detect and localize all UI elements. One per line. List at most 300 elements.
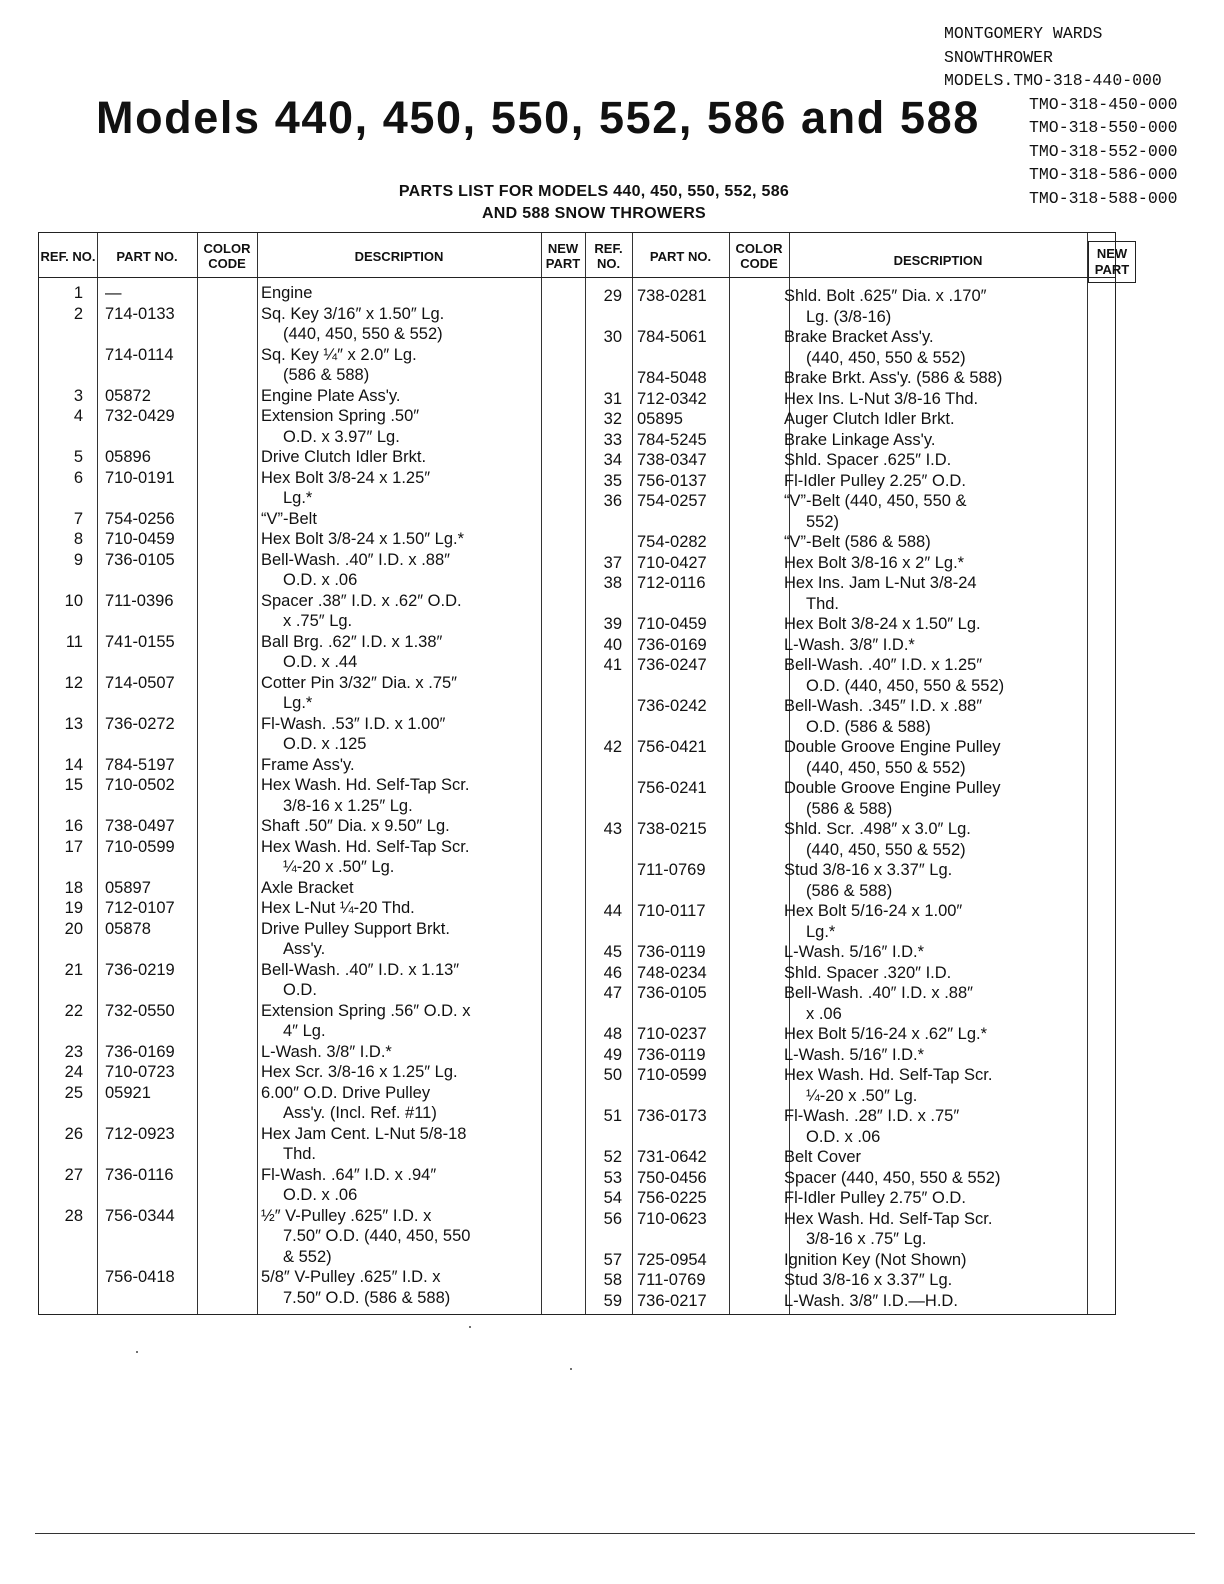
part-description bbox=[261, 447, 426, 468]
column-divider bbox=[97, 233, 98, 1314]
part-number: 725-0954 bbox=[637, 1250, 707, 1269]
description-line: Lg.* bbox=[806, 922, 836, 941]
description-line: 7.50″ O.D. (586 & 588) bbox=[283, 1288, 451, 1307]
part-description bbox=[784, 655, 1004, 696]
description-line: (440, 450, 550 & 552) bbox=[806, 758, 966, 777]
column-header-ref: REF. NO. bbox=[594, 241, 623, 271]
ref-number: 54 bbox=[603, 1189, 622, 1207]
part-description bbox=[784, 327, 966, 368]
description-line: Bell-Wash. .40″ I.D. x .88″ bbox=[261, 550, 450, 569]
part-description bbox=[261, 898, 415, 919]
part-description bbox=[784, 614, 981, 635]
part-number: 756-0241 bbox=[637, 779, 707, 797]
ref-number: 15 bbox=[64, 776, 83, 794]
description-line: O.D. x .06 bbox=[806, 1127, 881, 1146]
ref-number: 43 bbox=[603, 820, 622, 838]
scan-speck bbox=[469, 1326, 471, 1328]
ref-number: 51 bbox=[603, 1107, 622, 1125]
description-line: O.D. (440, 450, 550 & 552) bbox=[806, 676, 1005, 695]
part-number: 754-0257 bbox=[637, 492, 707, 510]
part-description bbox=[261, 673, 457, 714]
ref-number: 34 bbox=[603, 451, 622, 469]
part-number: 741-0155 bbox=[105, 632, 175, 651]
part-description bbox=[784, 1045, 924, 1066]
ref-number: 6 bbox=[73, 468, 83, 487]
part-description bbox=[784, 553, 964, 574]
description-line: ¼-20 x .50″ Lg. bbox=[806, 1086, 918, 1105]
description-line: Brake Linkage Ass'y. bbox=[784, 430, 936, 449]
description-line: Stud 3/8-16 x 3.37″ Lg. bbox=[784, 1271, 953, 1289]
part-number: 710-0191 bbox=[105, 468, 175, 487]
description-line: Ass'y. bbox=[283, 940, 326, 958]
ref-number: 16 bbox=[64, 817, 83, 835]
part-description bbox=[784, 737, 1000, 778]
part-description bbox=[261, 775, 469, 816]
description-line: ¼-20 x .50″ Lg. bbox=[283, 858, 395, 876]
description-line: 3/8-16 x .75″ Lg. bbox=[806, 1230, 927, 1248]
description-line: Hex Jam Cent. L-Nut 5/8-18 bbox=[261, 1124, 467, 1143]
part-number: 710-0117 bbox=[637, 902, 706, 920]
part-description bbox=[261, 509, 317, 530]
ref-number: 48 bbox=[603, 1025, 622, 1043]
models-label: MODELS. bbox=[944, 71, 1014, 90]
description-line: 6.00″ O.D. Drive Pulley bbox=[261, 1083, 431, 1102]
column-divider bbox=[1087, 233, 1088, 1314]
description-line: (586 & 588) bbox=[806, 881, 893, 900]
description-line: Hex Scr. 3/8-16 x 1.25″ Lg. bbox=[261, 1063, 458, 1081]
ref-number: 1 bbox=[73, 284, 83, 302]
ref-number: 5 bbox=[73, 448, 83, 466]
ref-number: 41 bbox=[603, 656, 622, 674]
part-number: 710-0459 bbox=[637, 615, 707, 633]
part-description bbox=[784, 409, 955, 430]
part-description bbox=[784, 1270, 952, 1291]
part-description bbox=[784, 983, 973, 1024]
ref-number: 11 bbox=[65, 632, 83, 651]
part-description bbox=[784, 963, 951, 984]
description-line: O.D. x .06 bbox=[283, 571, 358, 589]
ref-number: 47 bbox=[603, 984, 622, 1002]
column-header-description: DESCRIPTION bbox=[354, 248, 444, 264]
part-number: 756-0225 bbox=[637, 1189, 707, 1207]
part-description bbox=[784, 491, 967, 532]
part-number: 710-0427 bbox=[637, 553, 707, 572]
part-description bbox=[261, 960, 459, 1001]
description-line: Hex Wash. Hd. Self-Tap Scr. bbox=[261, 776, 470, 794]
part-description bbox=[261, 304, 444, 345]
part-description bbox=[261, 550, 450, 591]
description-line: x .06 bbox=[806, 1004, 842, 1023]
part-description bbox=[261, 1267, 450, 1308]
part-description bbox=[261, 1124, 466, 1165]
column-header-color: COLOR CODE bbox=[735, 241, 783, 271]
description-line: Engine Plate Ass'y. bbox=[261, 386, 401, 405]
part-description bbox=[784, 1024, 987, 1045]
part-description bbox=[261, 919, 450, 960]
description-line: Brake Brkt. Ass'y. (586 & 588) bbox=[784, 369, 1003, 387]
ref-number: 35 bbox=[603, 471, 622, 490]
ref-number: 45 bbox=[603, 943, 622, 961]
ref-number: 17 bbox=[64, 837, 83, 856]
part-number: 710-0599 bbox=[105, 837, 175, 856]
ref-number: 21 bbox=[64, 960, 83, 979]
model-number: TMO-318-450-000 bbox=[1029, 94, 1178, 114]
part-description bbox=[261, 529, 464, 550]
part-number: 736-0219 bbox=[105, 960, 175, 979]
ref-number: 10 bbox=[64, 591, 83, 610]
part-number: 714-0114 bbox=[105, 345, 174, 364]
part-number: 710-0623 bbox=[637, 1209, 707, 1228]
description-line: L-Wash. 3/8″ I.D.* bbox=[261, 1042, 392, 1061]
ref-number: 26 bbox=[64, 1124, 83, 1143]
part-number: 736-0169 bbox=[105, 1042, 175, 1061]
ref-number: 37 bbox=[603, 553, 622, 572]
part-number: 736-0242 bbox=[637, 697, 707, 715]
part-description bbox=[261, 816, 450, 837]
description-line: Double Groove Engine Pulley bbox=[784, 738, 1001, 756]
part-number: 712-0116 bbox=[637, 574, 706, 592]
description-line: Hex Bolt 5/16-24 x 1.00″ bbox=[784, 902, 963, 920]
description-line: Shld. Scr. .498″ x 3.0″ Lg. bbox=[784, 820, 971, 838]
part-number: 710-0599 bbox=[637, 1066, 707, 1084]
part-number: 748-0234 bbox=[637, 963, 707, 982]
description-line: Bell-Wash. .40″ I.D. x 1.13″ bbox=[261, 960, 460, 979]
description-line: Lg. (3/8-16) bbox=[806, 307, 892, 326]
part-number: 712-0923 bbox=[105, 1124, 175, 1143]
description-line: 4″ Lg. bbox=[283, 1022, 326, 1040]
column-header-color: COLOR CODE bbox=[203, 241, 251, 271]
ref-number: 36 bbox=[603, 492, 622, 510]
part-number: 736-0247 bbox=[637, 656, 707, 674]
part-description bbox=[784, 286, 986, 327]
part-number: 784-5197 bbox=[105, 755, 175, 774]
scan-speck bbox=[136, 1351, 138, 1353]
part-number: 05895 bbox=[637, 410, 683, 428]
description-line: O.D. bbox=[283, 981, 317, 999]
ref-number: 50 bbox=[603, 1066, 622, 1084]
part-number: 736-0272 bbox=[105, 714, 175, 733]
description-line: ½″ V-Pulley .625″ I.D. x bbox=[261, 1206, 432, 1225]
description-line: O.D. (586 & 588) bbox=[806, 717, 931, 736]
description-line: O.D. x .06 bbox=[283, 1186, 358, 1204]
description-line: Thd. bbox=[806, 594, 840, 613]
catalog-header bbox=[944, 22, 1214, 210]
part-description bbox=[261, 1083, 437, 1124]
part-description bbox=[261, 837, 469, 878]
part-number: 732-0429 bbox=[105, 407, 175, 425]
part-description bbox=[261, 1206, 470, 1268]
ref-number: 27 bbox=[64, 1165, 83, 1184]
description-line: Fl-Wash. .53″ I.D. x 1.00″ bbox=[261, 714, 446, 733]
description-line: Shaft .50″ Dia. x 9.50″ Lg. bbox=[261, 817, 450, 835]
ref-number: 9 bbox=[73, 550, 83, 569]
part-description bbox=[261, 1001, 470, 1042]
description-line: Hex Ins. L-Nut 3/8-16 Thd. bbox=[784, 389, 979, 408]
description-line: Spacer .38″ I.D. x .62″ O.D. bbox=[261, 591, 462, 610]
ref-number: 39 bbox=[603, 615, 622, 633]
part-number: 710-0237 bbox=[637, 1025, 707, 1043]
part-number: 714-0507 bbox=[105, 673, 175, 692]
part-number: 05921 bbox=[105, 1083, 151, 1102]
part-description bbox=[784, 696, 982, 737]
parts-table bbox=[38, 232, 1116, 1315]
part-number: 756-0344 bbox=[105, 1206, 175, 1225]
description-line: L-Wash. 3/8″ I.D.* bbox=[784, 635, 915, 654]
description-line: Ball Brg. .62″ I.D. x 1.38″ bbox=[261, 632, 443, 651]
part-number: 710-0459 bbox=[105, 530, 175, 548]
ref-number: 38 bbox=[603, 574, 622, 592]
description-line: Lg.* bbox=[283, 694, 313, 712]
description-line: Extension Spring .50″ bbox=[261, 407, 420, 425]
part-number: 736-0173 bbox=[637, 1107, 707, 1125]
part-description bbox=[261, 1042, 392, 1063]
ref-number: 31 bbox=[603, 389, 622, 408]
part-description bbox=[784, 368, 1002, 389]
ref-number: 8 bbox=[73, 530, 83, 548]
subtitle-line: AND 588 SNOW THROWERS bbox=[481, 205, 707, 222]
description-line: O.D. x .44 bbox=[283, 653, 358, 671]
description-line: L-Wash. 5/16″ I.D.* bbox=[784, 1045, 925, 1064]
description-line: Thd. bbox=[283, 1145, 317, 1163]
description-line: Sq. Key 3/16″ x 1.50″ Lg. bbox=[261, 304, 445, 323]
model-number: TMO-318-550-000 bbox=[1029, 118, 1178, 137]
description-line: (586 & 588) bbox=[283, 366, 370, 384]
part-description bbox=[784, 1168, 1000, 1189]
description-line: Brake Bracket Ass'y. bbox=[784, 328, 934, 346]
parts-list-subtitle bbox=[340, 181, 848, 225]
part-number: 754-0256 bbox=[105, 509, 175, 528]
description-line: Bell-Wash. .40″ I.D. x 1.25″ bbox=[784, 656, 983, 674]
part-description bbox=[784, 532, 931, 553]
part-description bbox=[784, 471, 966, 492]
ref-number: 49 bbox=[603, 1045, 622, 1064]
description-line: Drive Pulley Support Brkt. bbox=[261, 919, 450, 938]
part-number: 754-0282 bbox=[637, 533, 707, 551]
ref-number: 13 bbox=[64, 714, 83, 733]
description-line: Lg.* bbox=[283, 489, 313, 507]
part-description bbox=[261, 406, 419, 447]
part-number: 05896 bbox=[105, 448, 151, 466]
description-line: “V”-Belt (586 & 588) bbox=[784, 533, 931, 551]
description-line: Extension Spring .56″ O.D. x bbox=[261, 1001, 471, 1020]
description-line: & 552) bbox=[283, 1247, 332, 1266]
part-description bbox=[784, 573, 977, 614]
part-number: 05872 bbox=[105, 386, 151, 405]
page-bottom-rule bbox=[35, 1533, 1195, 1534]
description-line: Hex Bolt 3/8-24 x 1.50″ Lg. bbox=[784, 615, 981, 633]
column-header-part: PART NO. bbox=[649, 248, 712, 264]
part-description bbox=[784, 901, 962, 942]
part-number: — bbox=[105, 284, 122, 302]
description-line: Hex Wash. Hd. Self-Tap Scr. bbox=[784, 1066, 993, 1084]
models-line bbox=[944, 69, 1214, 93]
part-number: 736-0119 bbox=[637, 1045, 706, 1064]
part-description bbox=[261, 283, 312, 304]
description-line: Stud 3/8-16 x 3.37″ Lg. bbox=[784, 861, 953, 879]
ref-number: 4 bbox=[73, 407, 83, 425]
ref-number: 44 bbox=[603, 902, 622, 920]
part-number: 736-0217 bbox=[637, 1291, 707, 1310]
part-number: 750-0456 bbox=[637, 1168, 707, 1187]
column-divider bbox=[197, 233, 198, 1314]
part-number: 736-0119 bbox=[637, 943, 706, 961]
part-description bbox=[784, 1291, 958, 1312]
ref-number: 56 bbox=[603, 1209, 622, 1228]
part-description bbox=[261, 755, 355, 776]
column-divider bbox=[257, 233, 258, 1314]
description-line: Engine bbox=[261, 284, 313, 302]
part-number: 738-0347 bbox=[637, 451, 707, 469]
ref-number: 33 bbox=[603, 430, 622, 449]
ref-number: 18 bbox=[64, 878, 83, 897]
part-description bbox=[784, 389, 978, 410]
part-number: 712-0342 bbox=[637, 389, 707, 408]
ref-number: 46 bbox=[603, 963, 622, 982]
description-line: Shld. Bolt .625″ Dia. x .170″ bbox=[784, 287, 987, 305]
part-description bbox=[784, 942, 924, 963]
part-number: 756-0418 bbox=[105, 1268, 175, 1286]
ref-number: 7 bbox=[73, 509, 83, 528]
subtitle-line: PARTS LIST FOR MODELS 440, 450, 550, 552, 586 bbox=[398, 183, 790, 200]
column-header-ref: REF. NO. bbox=[40, 248, 96, 264]
description-line: L-Wash. 3/8″ I.D.—H.D. bbox=[784, 1291, 958, 1310]
column-header-part: PART NO. bbox=[116, 248, 178, 264]
part-description bbox=[784, 1188, 966, 1209]
description-line: Hex Bolt 3/8-16 x 2″ Lg.* bbox=[784, 553, 965, 572]
ref-number: 58 bbox=[603, 1271, 622, 1289]
part-number: 738-0281 bbox=[637, 287, 707, 305]
part-number: 714-0133 bbox=[105, 304, 175, 323]
part-number: 738-0497 bbox=[105, 817, 175, 835]
ref-number: 52 bbox=[603, 1148, 622, 1166]
part-description bbox=[784, 635, 915, 656]
model-number: TMO-318-586-000 bbox=[1029, 165, 1178, 184]
ref-number: 19 bbox=[64, 899, 83, 917]
description-line: Hex Bolt 5/16-24 x .62″ Lg.* bbox=[784, 1025, 988, 1043]
ref-number: 30 bbox=[603, 328, 622, 346]
part-description bbox=[784, 860, 952, 901]
model-number: TMO-318-588-000 bbox=[1029, 188, 1178, 208]
description-line: Fl-Wash. .64″ I.D. x .94″ bbox=[261, 1165, 437, 1184]
ref-number: 20 bbox=[64, 919, 83, 938]
part-description bbox=[261, 468, 430, 509]
part-number: 732-0550 bbox=[105, 1001, 175, 1020]
description-line: Fl-Wash. .28″ I.D. x .75″ bbox=[784, 1107, 960, 1125]
description-line: x .75″ Lg. bbox=[283, 612, 353, 630]
part-number: 710-0502 bbox=[105, 776, 175, 794]
description-line: Sq. Key ¼″ x 2.0″ Lg. bbox=[261, 345, 417, 364]
ref-number: 57 bbox=[603, 1250, 622, 1269]
part-number: 736-0105 bbox=[105, 550, 175, 569]
part-description bbox=[784, 819, 971, 860]
part-number: 736-0116 bbox=[105, 1165, 174, 1184]
ref-number: 32 bbox=[603, 410, 622, 428]
description-line: Bell-Wash. .345″ I.D. x .88″ bbox=[784, 697, 983, 715]
part-description bbox=[784, 430, 935, 451]
description-line: Spacer (440, 450, 550 & 552) bbox=[784, 1168, 1001, 1187]
description-line: Cotter Pin 3/32″ Dia. x .75″ bbox=[261, 673, 458, 692]
description-line: Hex Bolt 3/8-24 x 1.50″ Lg.* bbox=[261, 530, 465, 548]
part-number: 736-0105 bbox=[637, 984, 707, 1002]
column-divider bbox=[632, 233, 633, 1314]
part-number: 712-0107 bbox=[105, 899, 175, 917]
description-line: Fl-Idler Pulley 2.75″ O.D. bbox=[784, 1189, 966, 1207]
description-line: 3/8-16 x 1.25″ Lg. bbox=[283, 796, 413, 815]
part-number: 756-0137 bbox=[637, 471, 707, 490]
description-line: (440, 450, 550 & 552) bbox=[806, 840, 966, 859]
column-header-new: NEW PART bbox=[1088, 241, 1136, 283]
description-line: 552) bbox=[806, 512, 840, 531]
description-line: (440, 450, 550 & 552) bbox=[806, 348, 966, 367]
description-line: Shld. Spacer .320″ I.D. bbox=[784, 963, 952, 982]
description-line: Hex Wash. Hd. Self-Tap Scr. bbox=[784, 1209, 993, 1228]
description-line: (440, 450, 550 & 552) bbox=[283, 325, 443, 343]
part-number: 711-0396 bbox=[105, 591, 174, 610]
description-line: 5/8″ V-Pulley .625″ I.D. x bbox=[261, 1268, 441, 1286]
part-number: 736-0169 bbox=[637, 635, 707, 654]
description-line: Hex Ins. Jam L-Nut 3/8-24 bbox=[784, 574, 977, 592]
part-description bbox=[261, 714, 445, 755]
part-description bbox=[261, 345, 417, 386]
description-line: “V”-Belt bbox=[261, 509, 317, 528]
model-number: TMO-318-440-000 bbox=[1013, 71, 1162, 90]
ref-number: 42 bbox=[603, 738, 622, 756]
part-description bbox=[261, 386, 401, 407]
part-description bbox=[261, 591, 462, 632]
description-line: Ignition Key (Not Shown) bbox=[784, 1250, 967, 1269]
description-line: Drive Clutch Idler Brkt. bbox=[261, 448, 427, 466]
description-line: L-Wash. 5/16″ I.D.* bbox=[784, 943, 925, 961]
part-number: 756-0421 bbox=[637, 738, 707, 756]
description-line: Double Groove Engine Pulley bbox=[784, 779, 1001, 797]
part-description bbox=[784, 1209, 992, 1250]
description-line: (586 & 588) bbox=[806, 799, 893, 818]
column-header-new: NEW PART bbox=[545, 241, 581, 271]
part-number: 784-5061 bbox=[637, 328, 707, 346]
description-line: O.D. x 3.97″ Lg. bbox=[283, 427, 400, 446]
ref-number: 3 bbox=[73, 386, 83, 405]
part-number: 738-0215 bbox=[637, 820, 707, 838]
brand-line: MONTGOMERY WARDS bbox=[944, 24, 1103, 43]
part-number: 711-0769 bbox=[637, 861, 706, 879]
description-line: Frame Ass'y. bbox=[261, 755, 355, 774]
part-number: 784-5245 bbox=[637, 430, 707, 449]
ref-number: 40 bbox=[603, 635, 622, 654]
part-description bbox=[261, 878, 354, 899]
part-number: 05897 bbox=[105, 878, 151, 897]
part-number: 710-0723 bbox=[105, 1063, 175, 1081]
part-number: 711-0769 bbox=[637, 1271, 706, 1289]
description-line: Shld. Spacer .625″ I.D. bbox=[784, 451, 952, 469]
description-line: Hex Bolt 3/8-24 x 1.25″ bbox=[261, 468, 431, 487]
part-description bbox=[261, 1165, 436, 1206]
ref-number: 59 bbox=[603, 1291, 622, 1310]
description-line: Bell-Wash. .40″ I.D. x .88″ bbox=[784, 984, 973, 1002]
ref-number: 29 bbox=[603, 287, 622, 305]
description-line: “V”-Belt (440, 450, 550 & bbox=[784, 492, 967, 510]
description-line: Axle Bracket bbox=[261, 878, 354, 897]
description-line: 7.50″ O.D. (440, 450, 550 bbox=[283, 1227, 471, 1245]
part-description bbox=[261, 632, 442, 673]
description-line: Hex L-Nut ¼-20 Thd. bbox=[261, 899, 415, 917]
description-line: Ass'y. (Incl. Ref. #11) bbox=[283, 1104, 437, 1122]
column-divider bbox=[729, 233, 730, 1314]
ref-number: 22 bbox=[64, 1001, 83, 1020]
ref-number: 24 bbox=[64, 1063, 83, 1081]
ref-number: 53 bbox=[603, 1168, 622, 1187]
ref-number: 23 bbox=[64, 1042, 83, 1061]
ref-number: 14 bbox=[64, 755, 83, 774]
